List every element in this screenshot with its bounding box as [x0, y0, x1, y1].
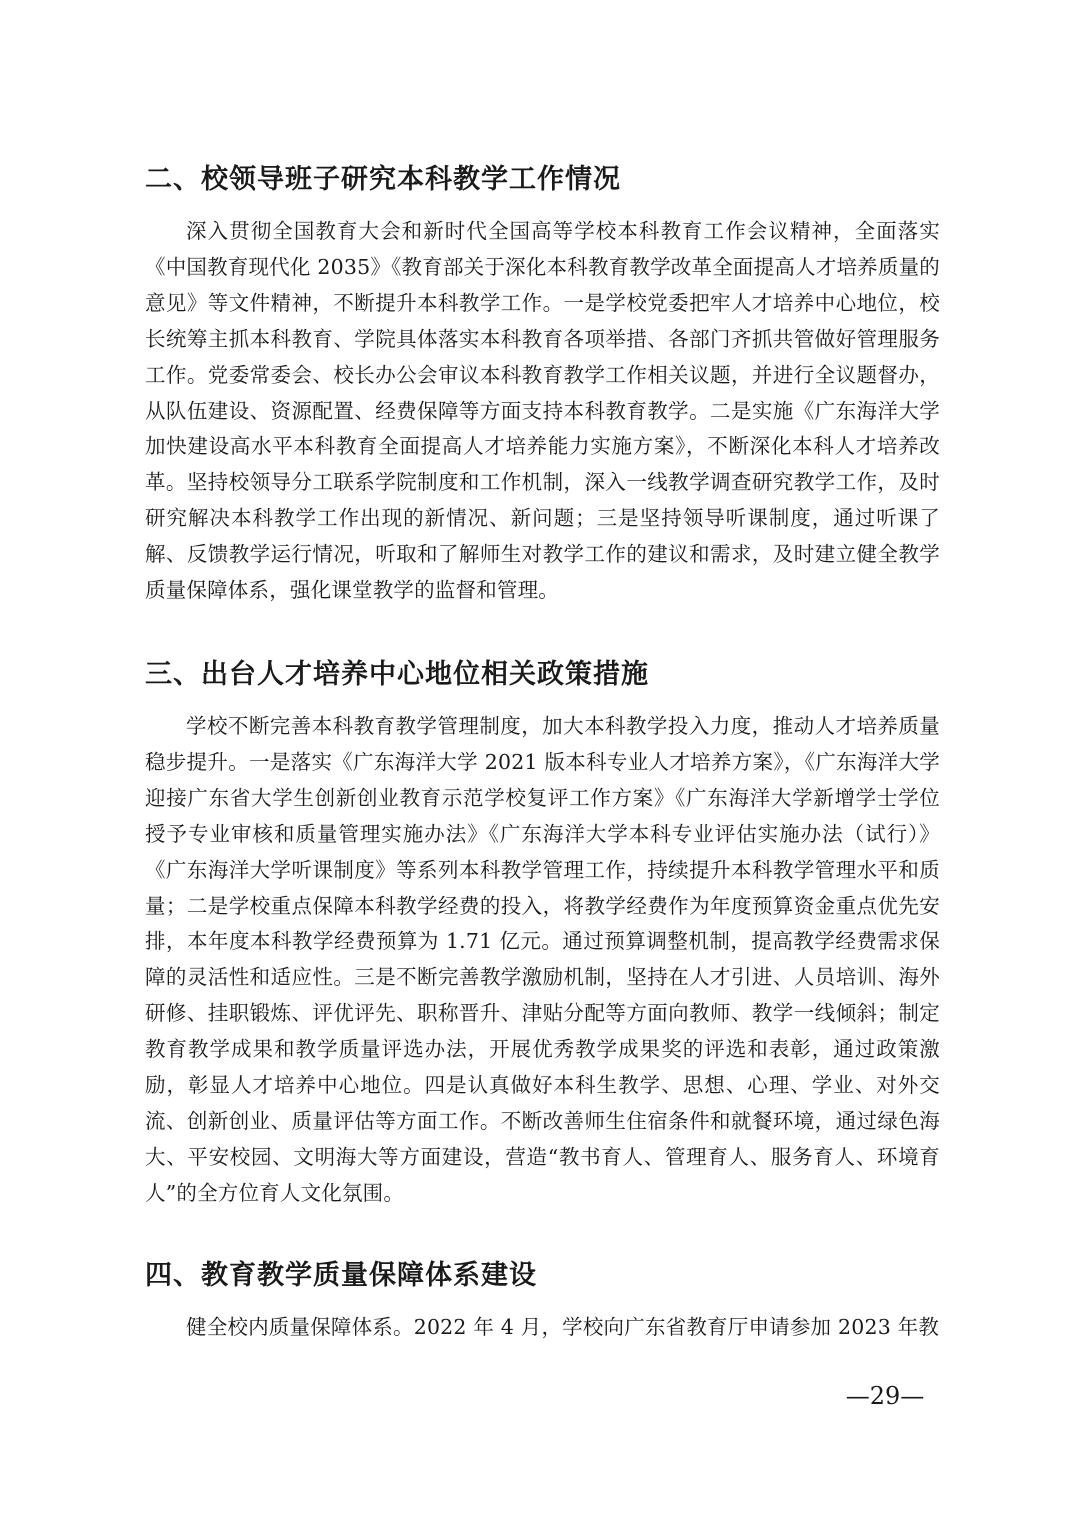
section-paragraph: 健全校内质量保障体系。2022 年 4 月，学校向广东省教育厅申请参加 2023 年教: [186, 1315, 940, 1339]
section-paragraph: 深入贯彻全国教育大会和新时代全国高等学校本科教育工作会议精神，全面落实《中国教育现代化 2035》《教育部关于深化本科教育教学改革全面提高人才培养质量的意见》等文件精神，不断提升本科教学工作。一是学校党委把牢人才培养中心地位，校长统筹主抓本科教育、学院具体落实本科教育各项举措、各部门齐抓共管做好管理服务工作。党委常委会、校长办公会审议本科教育教学工作相关议题，并进行全议题督办，从队伍建设、资源配置、经费保障等方面支持本科教育教学。二是实施《广东海洋大学加快建设高水平本科教育全面提高人才培养能力实施方案》，不断深化本科人才培养改革。坚持校领导分工联系学院制度和工作机制，深入一线教学调查研究教学工作，及时研究解决本科教学工作出现的新情况、新问题；三是坚持领导听课制度，通过听课了解、反馈教学运行情况，听取和了解师生对教学工作的建议和需求，及时建立健全教学质量保障体系，强化课堂教学的监督和管理。: [145, 219, 940, 603]
section-heading: 二、校领导班子研究本科教学工作情况: [145, 164, 621, 195]
section-heading: 三、出台人才培养中心地位相关政策措施: [145, 659, 649, 690]
section-paragraph: 学校不断完善本科教育教学管理制度，加大本科教学投入力度，推动人才培养质量稳步提升。一是落实《广东海洋大学 2021 版本科专业人才培养方案》，《广东海洋大学迎接广东省大学生创新创业教育示范学校复评工作方案》《广东海洋大学新增学士学位授予专业审核和质量管理实施办法》《广东海洋大学本科专业评估实施办法（试行）》《广东海洋大学听课制度》等系列本科教学管理工作，持续提升本科教学管理水平和质量；二是学校重点保障本科教学经费的投入，将教学经费作为年度预算资金重点优先安排，本年度本科教学经费预算为 1.71 亿元。通过预算调整机制，提高教学经费需求保障的灵活性和适应性。三是不断完善教学激励机制，坚持在人才引进、人员培训、海外研修、挂职锻炼、评优评先、职称晋升、津贴分配等方面向教师、教学一线倾斜；制定教育教学成果和教学质量评选办法，开展优秀教学成果奖的评选和表彰，通过政策激励，彰显人才培养中心地位。四是认真做好本科生教学、思想、心理、学业、对外交流、创新创业、质量评估等方面工作。不断改善师生住宿条件和就餐环境，通过绿色海大、平安校园、文明海大等方面建设，营造“教书育人、管理育人、服务育人、环境育人”的全方位育人文化氛围。: [145, 714, 940, 1205]
section-leadership-research: [145, 160, 940, 609]
page-number: —29—: [845, 1382, 925, 1410]
section-quality-assurance: [145, 1256, 940, 1346]
section-talent-policy: [145, 655, 940, 1212]
section-heading: 四、教育教学质量保障体系建设: [145, 1260, 537, 1291]
